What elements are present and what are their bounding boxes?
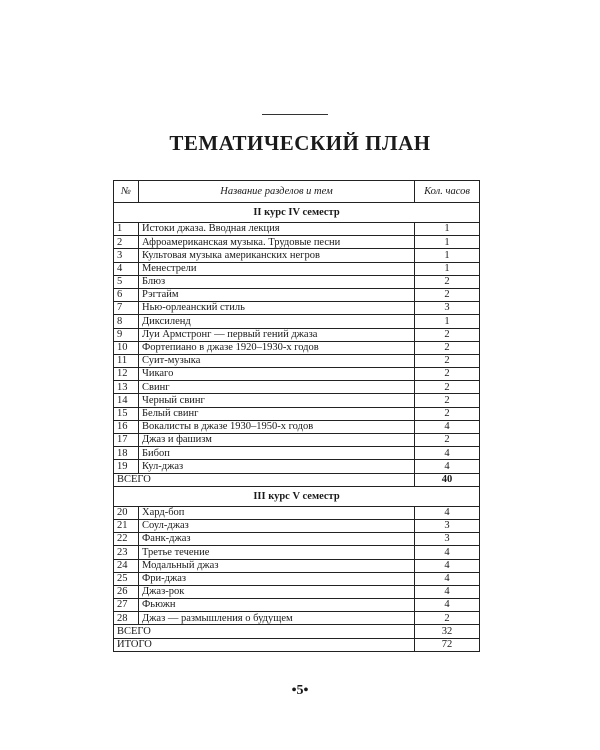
topic-hours: 2 (415, 368, 480, 381)
section-total-label: ВСЕГО (114, 473, 415, 486)
topic-name: Фанк-джаз (139, 533, 415, 546)
section-total-row (114, 625, 480, 638)
table-row (114, 559, 480, 572)
topic-hours: 4 (415, 506, 480, 519)
table-row (114, 533, 480, 546)
grand-total-hours: 72 (415, 638, 480, 651)
topic-hours: 2 (415, 407, 480, 420)
topic-name: Белый свинг (139, 407, 415, 420)
topic-number: 14 (114, 394, 139, 407)
topic-hours: 1 (415, 236, 480, 249)
header-num: № (114, 181, 139, 203)
topic-hours: 1 (415, 249, 480, 262)
topic-number: 28 (114, 612, 139, 625)
topic-name: Нью-орлеанский стиль (139, 302, 415, 315)
topic-number: 9 (114, 328, 139, 341)
topic-name: Луи Армстронг — первый гений джаза (139, 328, 415, 341)
section-heading-row (114, 486, 480, 506)
section-heading: III курс V семестр (114, 486, 480, 506)
topic-number: 4 (114, 262, 139, 275)
topic-name: Соул-джаз (139, 519, 415, 532)
topic-name: Хард-боп (139, 506, 415, 519)
topic-number: 10 (114, 341, 139, 354)
table-body (114, 203, 480, 652)
topic-number: 18 (114, 447, 139, 460)
section-heading-row (114, 203, 480, 223)
topic-hours: 3 (415, 302, 480, 315)
topic-hours: 4 (415, 460, 480, 473)
topic-number: 19 (114, 460, 139, 473)
table-row (114, 315, 480, 328)
topic-hours: 2 (415, 328, 480, 341)
topic-number: 16 (114, 420, 139, 433)
topic-hours: 1 (415, 315, 480, 328)
top-divider (262, 114, 328, 115)
topic-name: Культовая музыка американских негров (139, 249, 415, 262)
topic-hours: 3 (415, 533, 480, 546)
topic-name: Менестрели (139, 262, 415, 275)
topic-hours: 2 (415, 275, 480, 288)
topic-number: 25 (114, 572, 139, 585)
topic-hours: 2 (415, 381, 480, 394)
table-row (114, 223, 480, 236)
topic-name: Джаз и фашизм (139, 434, 415, 447)
topic-name: Черный свинг (139, 394, 415, 407)
topic-name: Чикаго (139, 368, 415, 381)
topic-hours: 2 (415, 288, 480, 301)
grand-total-label: ИТОГО (114, 638, 415, 651)
table-row (114, 236, 480, 249)
topic-number: 8 (114, 315, 139, 328)
topic-name: Рэгтайм (139, 288, 415, 301)
topic-number: 1 (114, 223, 139, 236)
topic-number: 27 (114, 599, 139, 612)
section-total-label: ВСЕГО (114, 625, 415, 638)
topic-hours: 4 (415, 572, 480, 585)
topic-number: 23 (114, 546, 139, 559)
table-row (114, 460, 480, 473)
page-number: •5• (291, 683, 309, 698)
table-row (114, 288, 480, 301)
topic-number: 20 (114, 506, 139, 519)
topic-name: Афроамериканская музыка. Трудовые песни (139, 236, 415, 249)
topic-name: Истоки джаза. Вводная лекция (139, 223, 415, 236)
table-row (114, 612, 480, 625)
topic-hours: 4 (415, 420, 480, 433)
table-row (114, 394, 480, 407)
table-row (114, 262, 480, 275)
table-row (114, 434, 480, 447)
topic-name: Свинг (139, 381, 415, 394)
topic-number: 15 (114, 407, 139, 420)
topic-number: 3 (114, 249, 139, 262)
topic-hours: 2 (415, 612, 480, 625)
topic-name: Диксиленд (139, 315, 415, 328)
table-row (114, 354, 480, 367)
table-row (114, 585, 480, 598)
topic-number: 11 (114, 354, 139, 367)
header-name: Название разделов и тем (139, 181, 415, 203)
topic-name: Джаз-рок (139, 585, 415, 598)
topic-hours: 3 (415, 519, 480, 532)
table-row (114, 302, 480, 315)
table-row (114, 249, 480, 262)
topic-hours: 1 (415, 262, 480, 275)
table-header-row (114, 181, 480, 203)
table-row (114, 447, 480, 460)
topic-name: Модальный джаз (139, 559, 415, 572)
topic-number: 17 (114, 434, 139, 447)
topic-name: Фри-джаз (139, 572, 415, 585)
table-row (114, 599, 480, 612)
section-total-hours: 32 (415, 625, 480, 638)
table-row (114, 546, 480, 559)
table-row (114, 328, 480, 341)
topic-name: Третье течение (139, 546, 415, 559)
topic-number: 13 (114, 381, 139, 394)
table-row (114, 368, 480, 381)
topic-hours: 2 (415, 341, 480, 354)
topic-hours: 4 (415, 585, 480, 598)
table-row (114, 572, 480, 585)
topic-number: 2 (114, 236, 139, 249)
topic-number: 6 (114, 288, 139, 301)
table-row (114, 381, 480, 394)
topic-number: 12 (114, 368, 139, 381)
topic-name: Фьюжн (139, 599, 415, 612)
topic-hours: 4 (415, 447, 480, 460)
topic-name: Суит-музыка (139, 354, 415, 367)
table-row (114, 275, 480, 288)
topic-hours: 4 (415, 559, 480, 572)
topic-name: Блюз (139, 275, 415, 288)
topic-name: Бибоп (139, 447, 415, 460)
page-title: ТЕМАТИЧЕСКИЙ ПЛАН (169, 131, 431, 155)
header-hours: Кол. часов (415, 181, 480, 203)
topic-name: Фортепиано в джазе 1920–1930-х годов (139, 341, 415, 354)
thematic-plan-table (113, 180, 480, 652)
topic-hours: 4 (415, 599, 480, 612)
topic-hours: 2 (415, 394, 480, 407)
topic-name: Кул-джаз (139, 460, 415, 473)
topic-hours: 1 (415, 223, 480, 236)
topic-hours: 4 (415, 546, 480, 559)
section-total-row (114, 473, 480, 486)
topic-hours: 2 (415, 354, 480, 367)
topic-number: 24 (114, 559, 139, 572)
section-heading: II курс IV семестр (114, 203, 480, 223)
topic-number: 7 (114, 302, 139, 315)
topic-number: 26 (114, 585, 139, 598)
topic-name: Вокалисты в джазе 1930–1950-х годов (139, 420, 415, 433)
topic-number: 5 (114, 275, 139, 288)
table-row (114, 519, 480, 532)
table-row (114, 407, 480, 420)
section-total-hours: 40 (415, 473, 480, 486)
topic-name: Джаз — размышления о будущем (139, 612, 415, 625)
grand-total-row (114, 638, 480, 651)
topic-number: 21 (114, 519, 139, 532)
table-row (114, 420, 480, 433)
topic-hours: 2 (415, 434, 480, 447)
topic-number: 22 (114, 533, 139, 546)
table-row (114, 341, 480, 354)
table-row (114, 506, 480, 519)
